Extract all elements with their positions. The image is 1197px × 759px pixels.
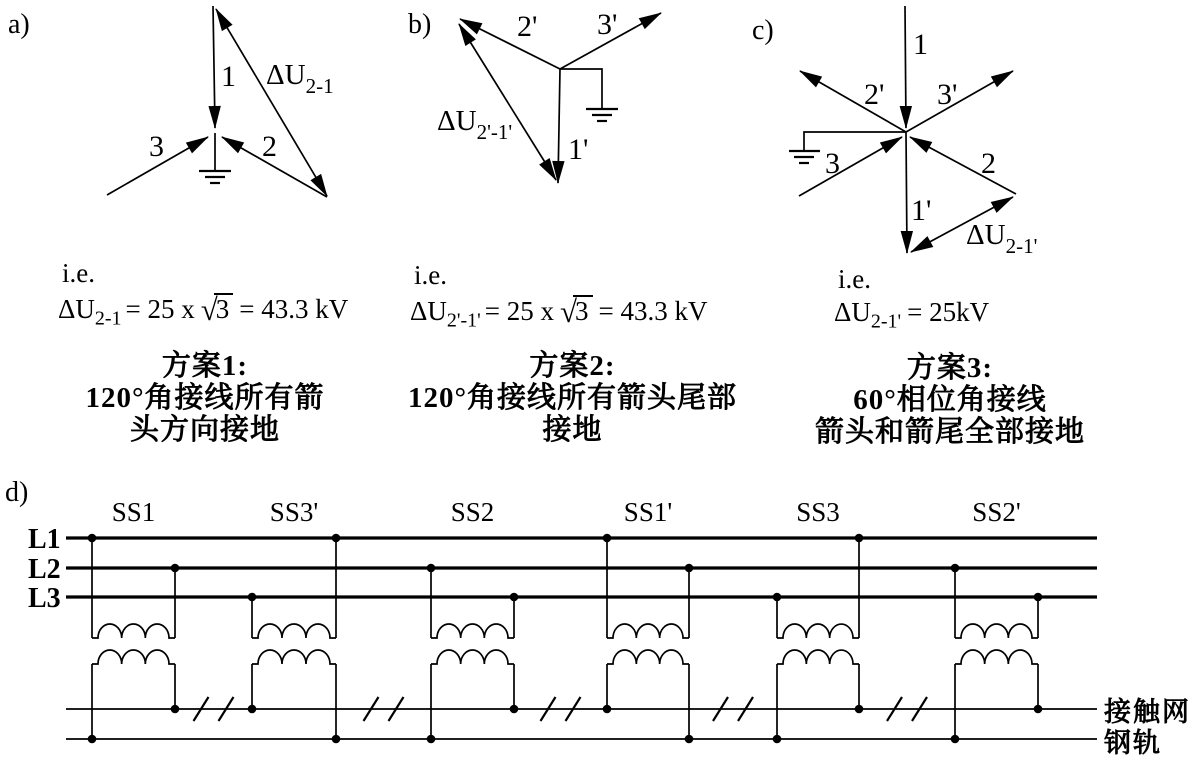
panel-d-tag: d) — [5, 477, 29, 508]
delta-u-label: ΔU2-1' — [966, 219, 1038, 258]
substation-label: SS3' — [269, 497, 319, 527]
transformer-winding — [955, 650, 1038, 664]
vector-1p-label: 1' — [911, 194, 932, 227]
equation: $\Delta U_{2-1} = 25$ x √3 = 43.3 kV — [58, 292, 349, 330]
vector-2-label: 2 — [981, 147, 996, 180]
junction-dot — [332, 534, 341, 543]
delta-u-arrow — [459, 24, 556, 180]
vector-1p-arrow — [558, 69, 560, 183]
substation-label: SS1 — [111, 497, 156, 527]
vector-2p-arrow — [460, 19, 560, 69]
junction-dot — [171, 705, 180, 714]
phasor-diagram-c — [752, 6, 1037, 258]
vector-3-label: 3 — [149, 130, 164, 163]
vector-3-arrow — [799, 137, 902, 196]
junction-dot — [248, 705, 257, 714]
junction-dot — [773, 735, 782, 744]
substation-label: SS2' — [972, 497, 1021, 527]
panel-a-tag: a) — [8, 9, 30, 40]
ground-symbol — [789, 132, 906, 163]
catenary-label: 接触网 — [1104, 697, 1191, 727]
transformer-winding — [777, 650, 859, 664]
panel-b-tag: b) — [408, 9, 432, 40]
ground-symbol — [199, 133, 231, 183]
formula-a — [58, 260, 348, 328]
junction-dot — [332, 735, 341, 744]
phasor-diagram-b — [408, 8, 661, 183]
vector-2p-arrow — [800, 71, 906, 132]
vector-1-arrow — [905, 6, 906, 128]
transformer-winding — [431, 650, 514, 664]
junction-dot — [855, 534, 864, 543]
sqrt-sign: √ — [200, 292, 218, 327]
delta-u-label: ΔU2'-1' — [437, 105, 513, 144]
delta-u-arrow — [216, 9, 327, 196]
panel-c-tag: c) — [752, 15, 774, 46]
junction-dot — [951, 564, 960, 573]
bus-label: L1 — [28, 524, 61, 555]
transformer-winding — [955, 624, 1038, 638]
junction-dot — [773, 593, 782, 602]
junction-dot — [171, 564, 180, 573]
vector-3p-arrow — [906, 71, 1013, 132]
phasor-diagram-a — [8, 6, 334, 197]
vector-1p-arrow — [906, 132, 907, 253]
junction-dot — [510, 593, 519, 602]
junction-dot — [951, 735, 960, 744]
caption-scheme-1: 方案1: 120°角接线所有箭 头方向接地 — [85, 350, 325, 446]
caption-scheme-3: 方案3: 60°相位角接线 箭头和箭尾全部接地 — [814, 352, 1085, 448]
transformer-winding — [431, 624, 514, 638]
bus-label: L2 — [28, 554, 61, 585]
junction-dot — [603, 705, 612, 714]
junction-dot — [1034, 593, 1043, 602]
vector-1-arrow — [213, 6, 215, 128]
vector-1-label: 1 — [913, 28, 928, 61]
delta-u-label: ΔU2-1 — [266, 59, 334, 98]
transformer-winding — [777, 624, 859, 638]
vector-2p-label: 2' — [864, 78, 885, 111]
formula-b — [410, 262, 707, 330]
rail-label: 钢轨 — [1104, 728, 1162, 758]
vector-2-arrow — [910, 137, 1016, 194]
junction-dot — [855, 705, 864, 714]
junction-dot — [88, 735, 97, 744]
feeding-circuit-diagram — [5, 477, 1191, 758]
ground-symbol — [560, 69, 618, 121]
junction-dot — [427, 564, 436, 573]
vector-1p-label: 1' — [568, 133, 589, 166]
formula-c — [834, 266, 989, 331]
vector-3p-label: 3' — [597, 8, 618, 41]
substation-label: SS3 — [796, 497, 840, 527]
substation-label: SS2 — [450, 497, 495, 527]
sqrt-sign: √ — [559, 294, 577, 329]
junction-dot — [88, 534, 97, 543]
equation: $\Delta U_{2'-1'} = 25$ x √3 = 43.3 kV — [410, 294, 708, 332]
vector-3-label: 3 — [825, 147, 840, 180]
vector-3p-label: 3' — [937, 78, 958, 111]
vector-2p-label: 2' — [517, 10, 538, 43]
transformer-winding — [92, 624, 175, 638]
ie-label: i.e. — [838, 264, 871, 294]
junction-dot — [1034, 705, 1043, 714]
vector-2-label: 2 — [262, 130, 277, 163]
transformer-winding — [252, 650, 336, 664]
equation: $\Delta U_{2-1'} = 25kV$ — [834, 297, 990, 333]
junction-dot — [685, 564, 694, 573]
ie-label: i.e. — [62, 258, 95, 288]
vector-1-label: 1 — [221, 60, 236, 93]
caption-scheme-2: 方案2: 120°角接线所有箭头尾部 接地 — [407, 350, 738, 446]
transformer-winding — [252, 624, 336, 638]
transformer-winding — [607, 650, 689, 664]
junction-dot — [248, 593, 257, 602]
ie-label: i.e. — [414, 260, 447, 290]
substation-label: SS1' — [623, 497, 673, 527]
junction-dot — [603, 534, 612, 543]
junction-dot — [510, 705, 519, 714]
bus-label: L3 — [28, 583, 61, 614]
transformer-winding — [607, 624, 689, 638]
junction-dot — [685, 735, 694, 744]
transformer-winding — [92, 650, 175, 664]
junction-dot — [427, 735, 436, 744]
